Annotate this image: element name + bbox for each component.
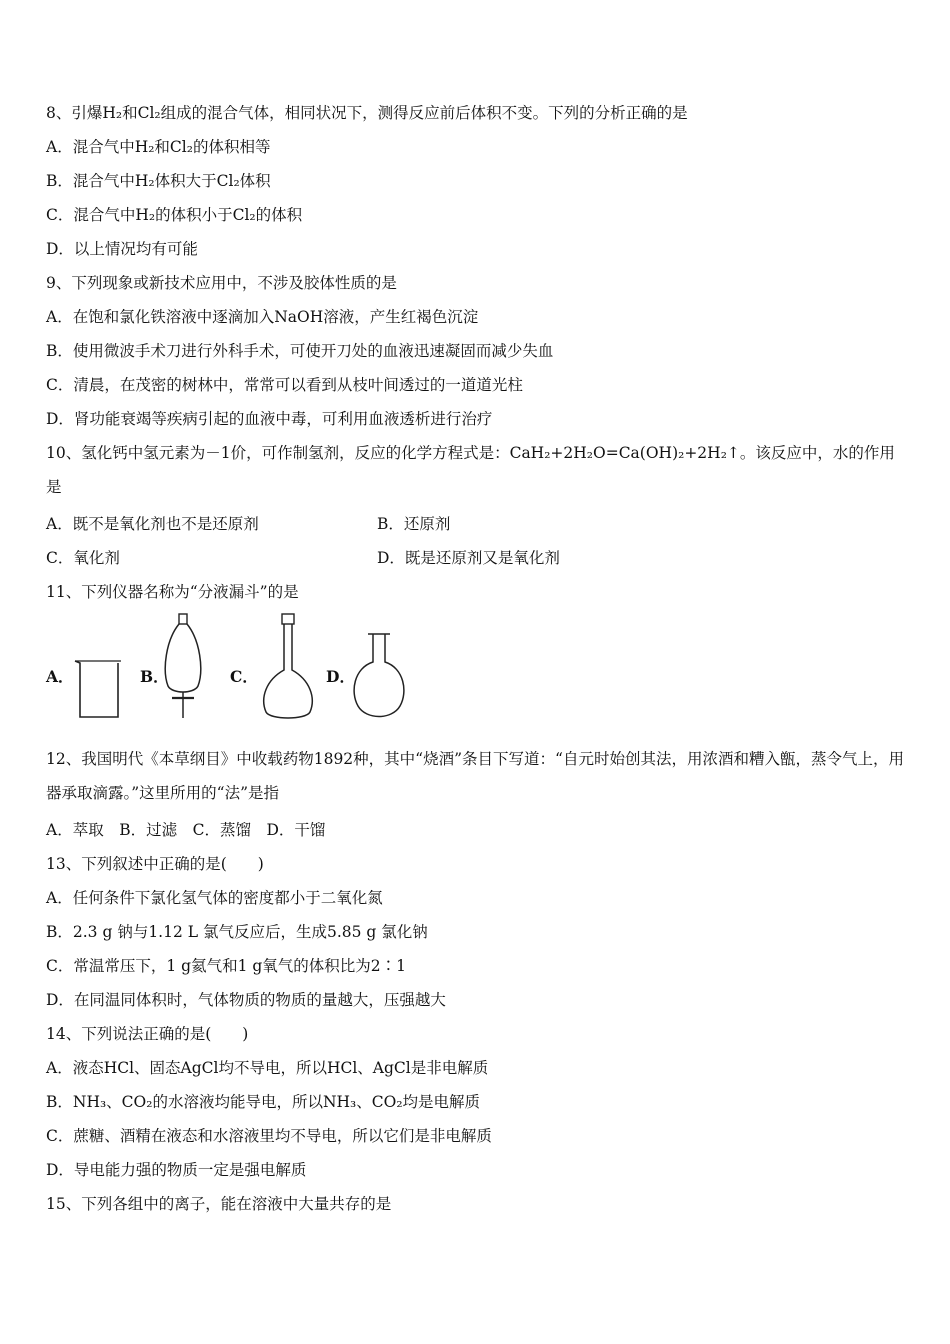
q11-stem: 11、下列仪器名称为“分液漏斗”的是 [46,583,299,601]
q14-option-c: C．蔗糖、酒精在液态和水溶液里均不导电，所以它们是非电解质 [46,1127,492,1145]
q10-option-c: C．氧化剂 [46,549,120,567]
q13-option-d: D．在同温同体积时，气体物质的物质的量越大，压强越大 [46,991,446,1009]
q8-option-b: B．混合气中H₂体积大于Cl₂体积 [46,172,271,190]
q10-option-a: A．既不是氧化剂也不是还原剂 [46,515,259,533]
q13-option-c: C．常温常压下，1 g氦气和1 g氧气的体积比为2∶1 [46,957,407,975]
q11-label-d: D． [326,667,355,686]
q9-stem: 9、下列现象或新技术应用中，不涉及胶体性质的是 [46,274,397,292]
q13-stem: 13、下列叙述中正确的是( ) [46,855,264,873]
q8-option-c: C．混合气中H₂的体积小于Cl₂的体积 [46,206,303,224]
beaker-icon [72,655,124,723]
q14-option-a: A．液态HCl、固态AgCl均不导电，所以HCl、AgCl是非电解质 [46,1059,489,1077]
q8-option-d: D．以上情况均有可能 [46,240,198,258]
q12-stem: 12、我国明代《本草纲目》中收载药物1892种，其中“烧酒”条目下写道：“自元时始创其法，用浓酒和糟入甑，蒸令气上，用器承取滴露。”这里所用的“法”是指 [46,750,904,802]
separatory-funnel-icon [158,610,208,722]
q10-option-b: B．还原剂 [377,515,451,533]
q14-option-d: D．导电能力强的物质一定是强电解质 [46,1161,307,1179]
q9-option-d: D．肾功能衰竭等疾病引起的血液中毒，可利用血液透析进行治疗 [46,410,493,428]
q13-option-a: A．任何条件下氯化氢气体的密度都小于二氧化氮 [46,889,383,907]
q14-option-b: B．NH₃、CO₂的水溶液均能导电，所以NH₃、CO₂均是电解质 [46,1093,481,1111]
q9-option-c: C．清晨，在茂密的树林中，常常可以看到从枝叶间透过的一道道光柱 [46,376,523,394]
volumetric-flask-icon [256,612,322,724]
q8-stem: 8、引爆H₂和Cl₂组成的混合气体，相同状况下，测得反应前后体积不变。下列的分析正确的是 [46,104,688,122]
q10-stem: 10、氢化钙中氢元素为－1价，可作制氢剂，反应的化学方程式是：CaH₂+2H₂O=Ca(OH)₂+2H₂↑。该反应中，水的作用是 [46,444,895,496]
q12-options: A．萃取 B．过滤 C．蒸馏 D．干馏 [46,821,326,839]
q11-label-b: B． [140,667,169,686]
q9-option-b: B．使用微波手术刀进行外科手术，可使开刀处的血液迅速凝固而减少失血 [46,342,554,360]
q10-option-d: D．既是还原剂又是氧化剂 [377,549,560,567]
round-bottom-flask-icon [348,630,414,724]
q11-label-a: A． [46,667,74,686]
q8-option-a: A．混合气中H₂和Cl₂的体积相等 [46,138,271,156]
q13-option-b: B．2.3 g 钠与1.12 L 氯气反应后，生成5.85 g 氯化钠 [46,923,428,941]
q11-label-c: C． [230,667,258,686]
q9-option-a: A．在饱和氯化铁溶液中逐滴加入NaOH溶液，产生红褐色沉淀 [46,308,479,326]
q14-stem: 14、下列说法正确的是( ) [46,1025,249,1043]
q15-stem: 15、下列各组中的离子，能在溶液中大量共存的是 [46,1195,392,1213]
